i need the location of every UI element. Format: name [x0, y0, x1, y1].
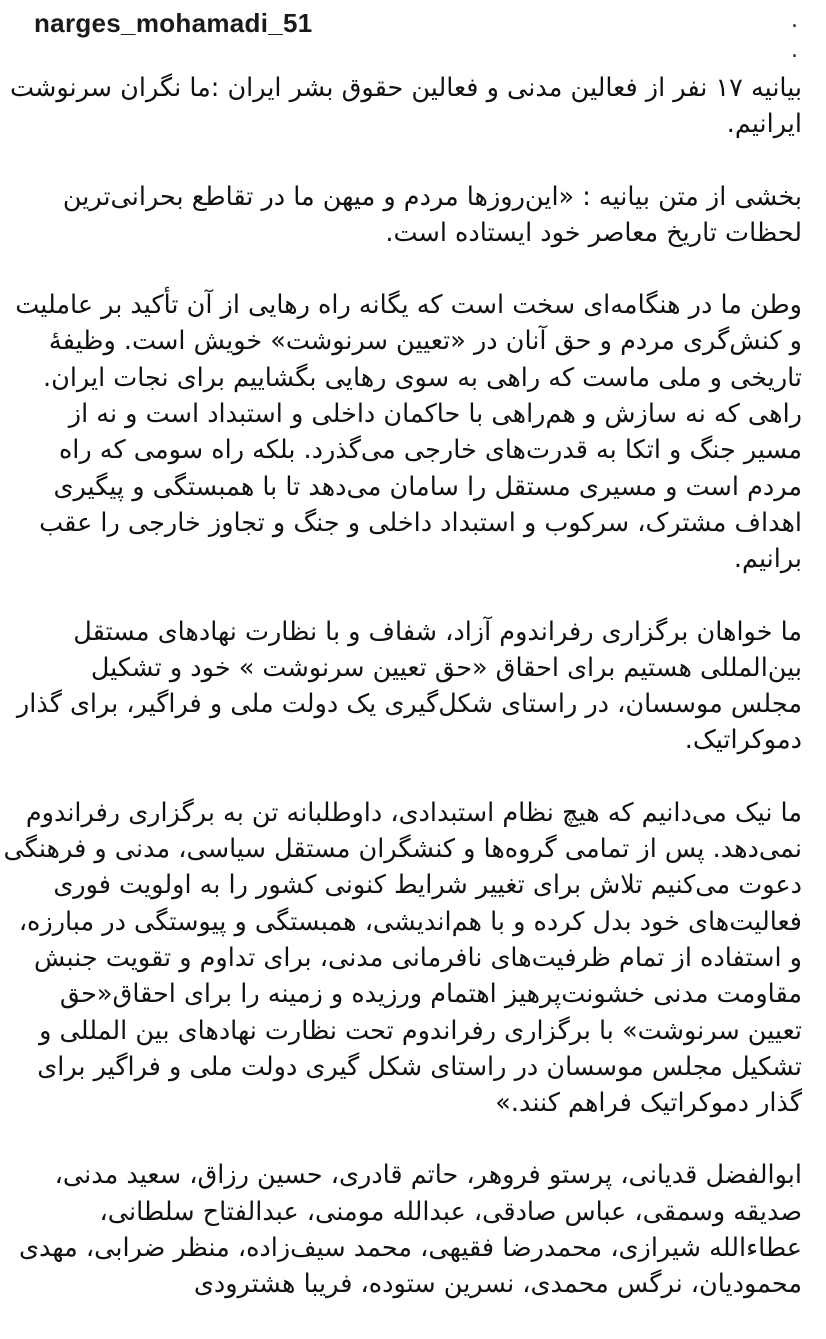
caption-paragraph-homeland: [15, 287, 802, 577]
caption-line: ما نیک می‌دانیم که هیچ نظام استبدادی، داوطلبانه تن به برگزاری رفراندوم: [25, 797, 802, 828]
caption-paragraph-signatories: [19, 1157, 802, 1302]
caption-line: بخشی از متن بیانیه : «این‌روزها مردم و میهن ما در تقاطع بحرانی‌ترین: [62, 181, 802, 212]
dot: .: [791, 38, 798, 63]
caption-line: دموکراتیک.: [684, 725, 802, 756]
caption-line: تاریخی و ملی ماست که راهی به سوی رهایی بگشاییم برای نجات ایران.: [43, 362, 802, 393]
caption-line: گذار دموکراتیک فراهم کنند.»: [495, 1088, 802, 1119]
caption-line: مردم است و مسیری مستقل را سامان می‌دهد تا با همبستگی و پیگیری: [53, 471, 802, 502]
caption-line: نمی‌دهد. پس از تمامی گروه‌ها و کنشگران مستقل سیاسی، مدنی و فرهنگی: [3, 834, 802, 865]
caption-paragraph-excerpt: [30, 179, 802, 252]
caption-line: صدیقه وسمقی، عباس صادقی، عبدالله مومنی، عبدالفتاح سلطانی،: [99, 1196, 802, 1227]
caption-line: بیانیه ۱۷ نفر از فعالین مدنی و فعالین حقوق بشر ایران :ما نگران سرنوشت: [9, 73, 802, 103]
caption-line: برانیم.: [733, 544, 802, 575]
caption-line: عطاءالله شیرازی، محمدرضا فقیهی، محمد سیف‌زاده، منظر ضرابی، مهدی: [19, 1233, 802, 1264]
caption-line: مسیر جنگ و اتکا به قدرت‌های خارجی می‌گذرد. بلکه راه سومی که راه: [58, 435, 802, 466]
caption-line: دعوت می‌کنیم تلاش برای تغییر شرایط کنونی کشور را به اولویت فوری: [53, 870, 802, 901]
caption-paragraph-referendum: [16, 614, 802, 759]
caption-line: اهداف مشترک، سرکوب و استبداد داخلی و جنگ و تجاوز خارجی را عقب: [39, 507, 802, 538]
caption-line: وطن ما در هنگامه‌ای سخت است که یگانه راه رهایی از آن تأکید بر عاملیت: [15, 290, 802, 321]
caption-paragraph-call: [3, 795, 802, 1122]
caption-line: ابوالفضل قدیانی، پرستو فروهر، حاتم قادری، حسین رزاق، سعید مدنی،: [54, 1160, 802, 1191]
caption-dots: [778, 6, 798, 66]
caption-line: و کنش‌گری مردم و حق آنان در «تعیین سرنوشت» خویش است. وظیفهٔ: [48, 326, 802, 357]
caption-line: تشکیل مجلس موسسان در راستای شکل گیری دولت ملی و فراگیر برای: [37, 1051, 802, 1082]
caption-line: مقاومت مدنی خشونت‌پرهیز اهتمام ورزیده و زمینه را برای احقاق«حق: [59, 979, 802, 1010]
caption-line: تعیین سرنوشت» با برگزاری رفراندوم تحت نظارت نهادهای بین المللی و: [39, 1015, 802, 1046]
caption-line: راهی که نه سازش و هم‌راهی با حاکمان داخلی و استبداد است و نه از: [68, 399, 802, 430]
caption-line: مجلس موسسان، در راستای شکل‌گیری یک دولت ملی و فراگیر، برای گذار: [16, 689, 802, 720]
caption-line: بین‌المللی هستیم برای احقاق «حق تعیین سرنوشت » خود و تشکیل: [90, 652, 802, 683]
caption-line: فعالیت‌های خود بدل کرده و با هم‌اندیشی، همبستگی و پیوستگی در مبارزه،: [18, 906, 802, 937]
caption-paragraph-title: [9, 70, 802, 143]
caption-line: و استفاده از تمام ظرفیت‌های نافرمانی مدنی، برای تداوم و تقویت جنبش: [34, 942, 802, 973]
caption-line: ما خواهان برگزاری رفراندوم آزاد، شفاف و با نظارت نهادهای مستقل: [73, 616, 802, 647]
dot: .: [791, 8, 798, 33]
caption-line: ایرانیم.: [726, 109, 802, 140]
account-username[interactable]: narges_mohamadi_51: [34, 8, 313, 38]
caption-line: محمودیان، نرگس محمدی، نسرین ستوده، فریبا هشترودی: [193, 1269, 802, 1300]
caption-line: لحظات تاریخ معاصر خود ایستاده است.: [385, 217, 802, 248]
post-caption: [3, 70, 802, 1339]
